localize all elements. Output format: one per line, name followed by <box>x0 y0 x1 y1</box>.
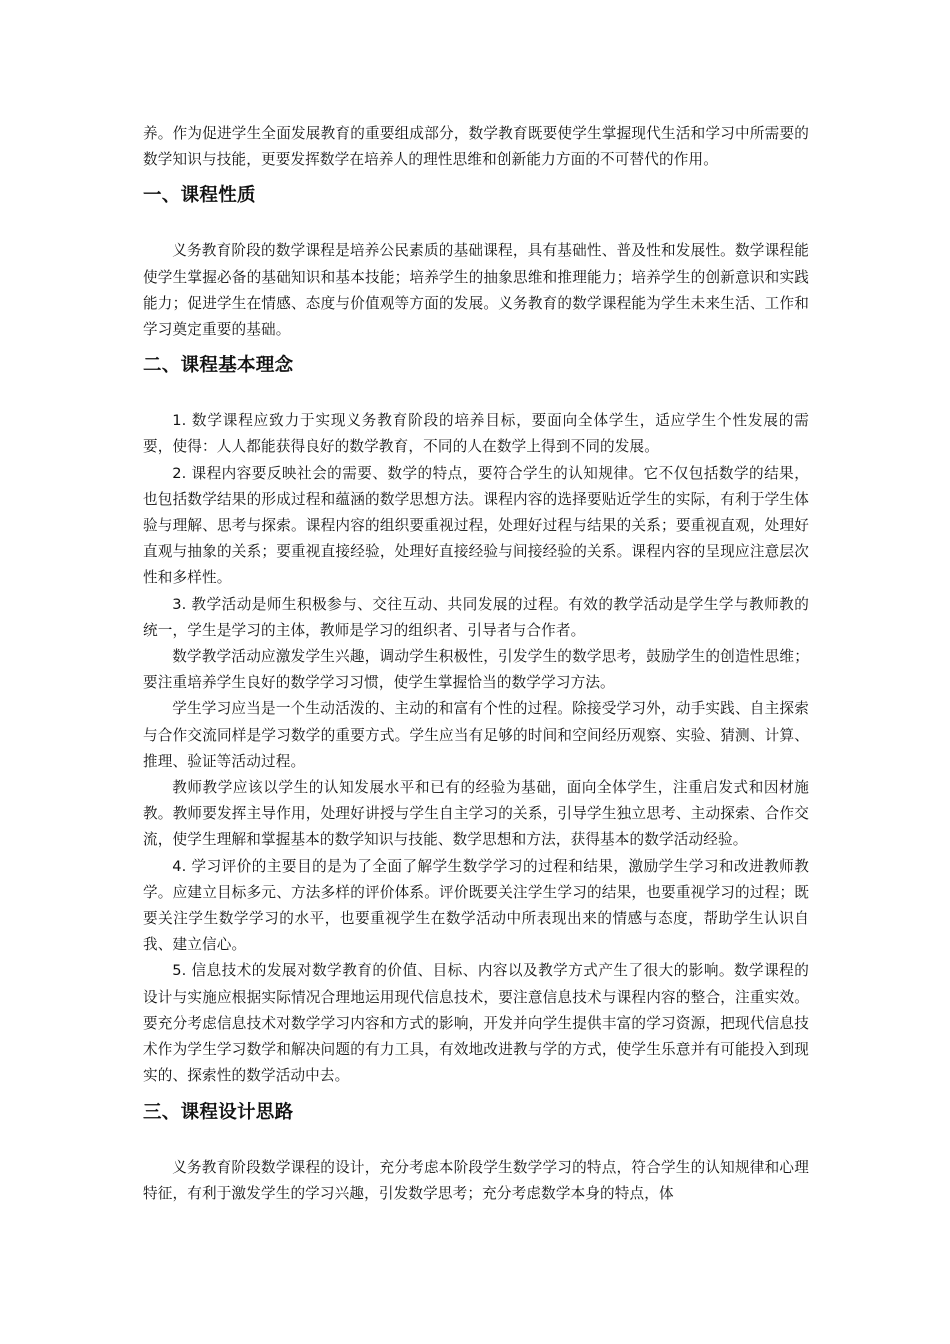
section-paragraph: 5. 信息技术的发展对数学教育的价值、目标、内容以及教学方式产生了很大的影响。数学课程的设计与实施应根据实际情况合理地运用现代信息技术，要注意信息技术与课程内容的整合，注重实效。要充分考虑信息技术对数学学习内容和方式的影响，开发并向学生提供丰富的学习资源，把现代信息技术作为学生学习数学和解决问题的有力工具，有效地改进教与学的方式，使学生乐意并有可能投入到现实的、探索性的数学活动中去。 <box>143 962 809 1085</box>
section-paragraph: 3. 教学活动是师生积极参与、交往互动、共同发展的过程。有效的教学活动是学生学与教师教的统一，学生是学习的主体，教师是学习的组织者、引导者与合作者。 <box>143 595 809 639</box>
section-paragraph: 2. 课程内容要反映社会的需要、数学的特点，要符合学生的认知规律。它不仅包括数学的结果，也包括数学结果的形成过程和蕴涵的数学思想方法。课程内容的选择要贴近学生的实际，有利于学生体验与理解、思考与探索。课程内容的组织要重视过程，处理好过程与结果的关系；要重视直观，处理好直观与抽象的关系；要重视直接经验，处理好直接经验与间接经验的关系。课程内容的呈现应注意层次性和多样性。 <box>143 464 809 587</box>
section-paragraph: 1. 数学课程应致力于实现义务教育阶段的培养目标，要面向全体学生，适应学生个性发展的需要，使得：人人都能获得良好的数学教育，不同的人在数学上得到不同的发展。 <box>143 412 809 456</box>
section-heading-nature: 一、课程性质 <box>143 185 256 207</box>
section-paragraph: 数学教学活动应激发学生兴趣，调动学生积极性，引发学生的数学思考，鼓励学生的创造性思维；要注重培养学生良好的数学学习习惯，使学生掌握恰当的数学学习方法。 <box>143 648 809 692</box>
section-heading-design: 三、课程设计思路 <box>143 1101 294 1123</box>
section-paragraph: 教师教学应该以学生的认知发展水平和已有的经验为基础，面向全体学生，注重启发式和因材施教。教师要发挥主导作用，处理好讲授与学生自主学习的关系，引导学生独立思考、主动探索、合作交流，使学生理解和掌握基本的数学知识与技能、数学思想和方法，获得基本的数学活动经验。 <box>143 779 809 849</box>
intro-paragraph: 养。作为促进学生全面发展教育的重要组成部分，数学教育既要使学生掌握现代生活和学习中所需要的数学知识与技能，更要发挥数学在培养人的理性思维和创新能力方面的不可替代的作用。 <box>143 125 809 169</box>
section-heading-basic-ideas: 二、课程基本理念 <box>143 355 294 377</box>
section-paragraph: 义务教育阶段数学课程的设计，充分考虑本阶段学生数学学习的特点，符合学生的认知规律和心理特征，有利于激发学生的学习兴趣，引发数学思考；充分考虑数学本身的特点，体 <box>143 1158 809 1202</box>
section-paragraph: 义务教育阶段的数学课程是培养公民素质的基础课程，具有基础性、普及性和发展性。数学课程能使学生掌握必备的基础知识和基本技能；培养学生的抽象思维和推理能力；培养学生的创新意识和实践能力；促进学生在情感、态度与价值观等方面的发展。义务教育的数学课程能为学生未来生活、工作和学习奠定重要的基础。 <box>143 242 809 339</box>
section-paragraph: 学生学习应当是一个生动活泼的、主动的和富有个性的过程。除接受学习外，动手实践、自主探索与合作交流同样是学习数学的重要方式。学生应当有足够的时间和空间经历观察、实验、猜测、计算、推理、验证等活动过程。 <box>143 700 809 770</box>
document-body <box>143 121 809 1207</box>
section-paragraph: 4. 学习评价的主要目的是为了全面了解学生数学学习的过程和结果，激励学生学习和改进教师教学。应建立目标多元、方法多样的评价体系。评价既要关注学生学习的结果，也要重视学习的过程；既要关注学生数学学习的水平，也要重视学生在数学活动中所表现出来的情感与态度，帮助学生认识自我、建立信心。 <box>143 857 809 954</box>
